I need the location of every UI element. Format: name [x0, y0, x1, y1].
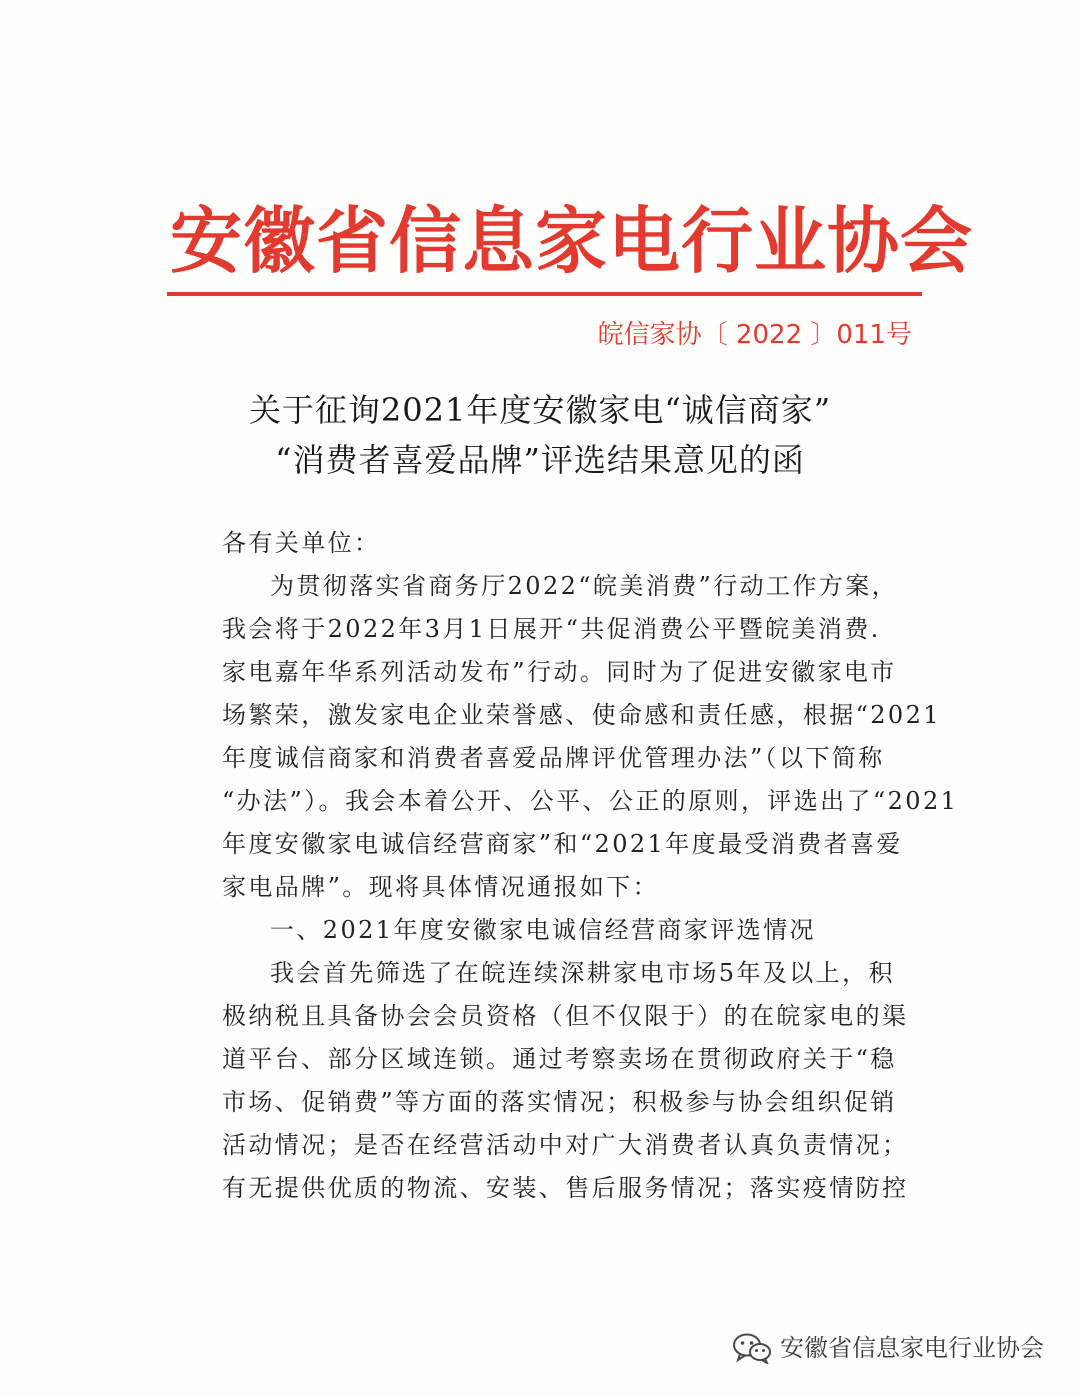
- body-line: 我会将于2022年3月1日展开“共促消费公平暨皖美消费.: [222, 615, 881, 643]
- document-title-line-1: 关于征询2021年度安徽家电“诚信商家”: [248, 391, 832, 429]
- body-line: 为贯彻落实省商务厅2022“皖美消费”行动工作方案，: [270, 572, 899, 600]
- body-line: 道平台、部分区域连锁。通过考察卖场在贯彻政府关于“稳: [222, 1045, 897, 1073]
- body-line: 年度诚信商家和消费者喜爱品牌评优管理办法”（以下简称: [222, 744, 885, 772]
- body-line: 活动情况；是否在经营活动中对广大消费者认真负责情况；: [222, 1131, 909, 1159]
- body-line: 有无提供优质的物流、安装、售后服务情况；落实疫情防控: [222, 1174, 909, 1202]
- document-title-line-2: “消费者喜爱品牌”评选结果意见的函: [275, 441, 805, 479]
- body-line: 场繁荣，激发家电企业荣誉感、使命感和责任感，根据“2021: [222, 701, 941, 729]
- body-line: 家电品牌”。现将具体情况通报如下：: [222, 873, 660, 901]
- document-number: 皖信家协〔 2022 〕011号: [597, 320, 912, 350]
- section-heading: 一、2021年度安徽家电诚信经营商家评选情况: [270, 916, 816, 944]
- body-line: 家电嘉年华系列活动发布”行动。同时为了促进安徽家电市: [222, 658, 897, 686]
- wechat-icon: [732, 1332, 772, 1364]
- letterhead-red-rule: [167, 292, 922, 296]
- wechat-watermark: [732, 1328, 1044, 1368]
- body-line: 市场、促销费”等方面的落实情况；积极参与协会组织促销: [222, 1088, 897, 1116]
- salutation: 各有关单位：: [222, 529, 381, 557]
- body-line: 年度安徽家电诚信经营商家”和“2021年度最受消费者喜爱: [222, 830, 903, 858]
- body-line: 我会首先筛选了在皖连续深耕家电市场5年及以上，积: [270, 959, 895, 987]
- body-line: 极纳税且具备协会会员资格（但不仅限于）的在皖家电的渠: [222, 1002, 909, 1030]
- body-line: “办法”）。我会本着公开、公平、公正的原则，评选出了“2021: [222, 787, 959, 815]
- letterhead-org-name: 安徽省信息家电行业协会: [170, 199, 974, 283]
- watermark-text: 安徽省信息家电行业协会: [780, 1334, 1044, 1362]
